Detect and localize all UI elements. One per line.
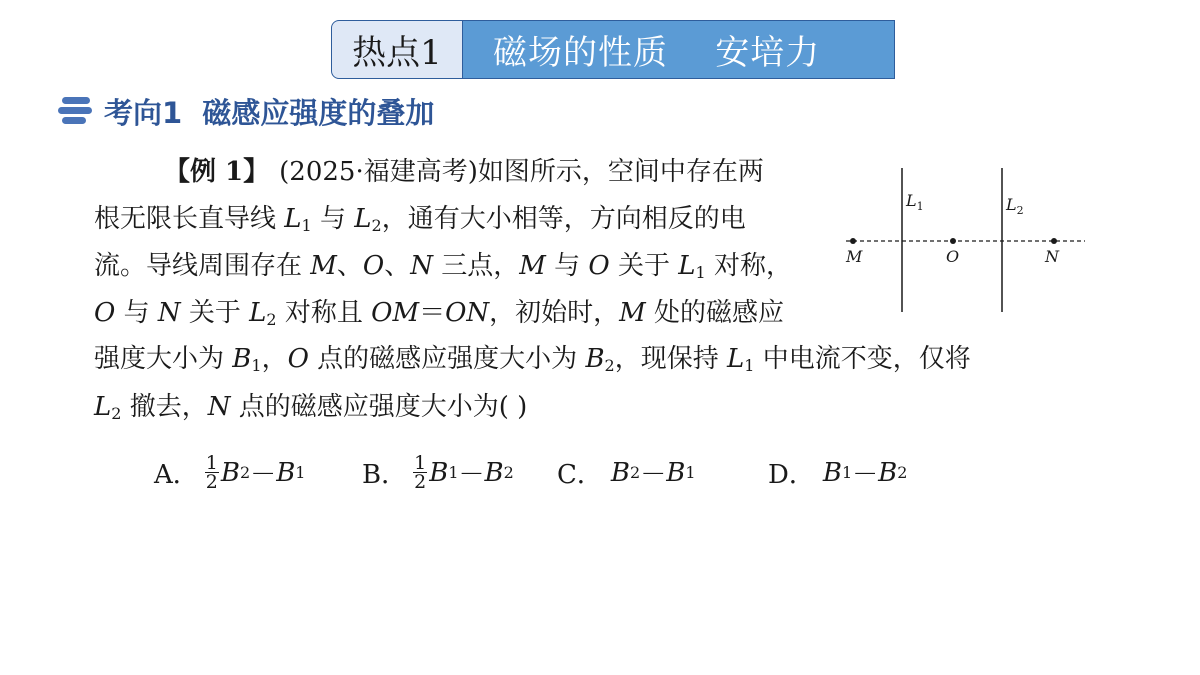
problem-line-3: 流。导线周围存在 M、O、N 三点，M 与 O 关于 $L_1$ 对称， [94,251,792,282]
label-m: M [846,247,863,266]
option-d[interactable]: D． B 1 － B 2 [768,457,908,490]
example-label: 【例 1】 [164,157,270,187]
point-n [1051,238,1057,244]
problem-line-5: 强度大小为 $B_1$，O 点的磁感应强度大小为 $B_2$，现保持 $L_1$ 中电流不变，仅将 [94,344,971,375]
banner-title: 磁场的性质 安培力 [463,20,895,79]
topic-banner [331,20,895,79]
banner-tag: 热点1 [331,20,463,79]
problem-line-1: 【例 1】 (2025·福建高考)如图所示，空间中存在两 [164,157,764,187]
option-a[interactable]: A． $\frac{1}{2}$ B 2 － B 1 [154,452,306,493]
label-l2: $L_2$ [1006,195,1024,217]
example-source: (2025·福建高考) [279,157,478,187]
section-heading [58,90,434,132]
problem-line-6: $L_2$ 撤去，N 点的磁感应强度大小为( ) [94,392,528,423]
point-m [850,238,856,244]
label-n: N [1045,247,1059,266]
option-c[interactable]: C． B 2 － B 1 [557,457,696,490]
label-o: O [946,247,960,266]
wire-diagram [840,160,1090,320]
problem-line-4: O 与 N 关于 $L_2$ 对称且 OM＝ON，初始时，M 处的磁感应 [94,298,785,329]
problem-line-2: 根无限长直导线 $L_1$ 与 $L_2$，通有大小相等，方向相反的电 [94,204,746,235]
point-o [950,238,956,244]
list-lines-icon [58,96,92,126]
option-b[interactable]: B． $\frac{1}{2}$ B 1 － B 2 [362,452,514,493]
answer-options [154,445,954,500]
label-l1: $L_1$ [906,191,924,213]
section-title: 考向1 磁感应强度的叠加 [104,95,435,130]
